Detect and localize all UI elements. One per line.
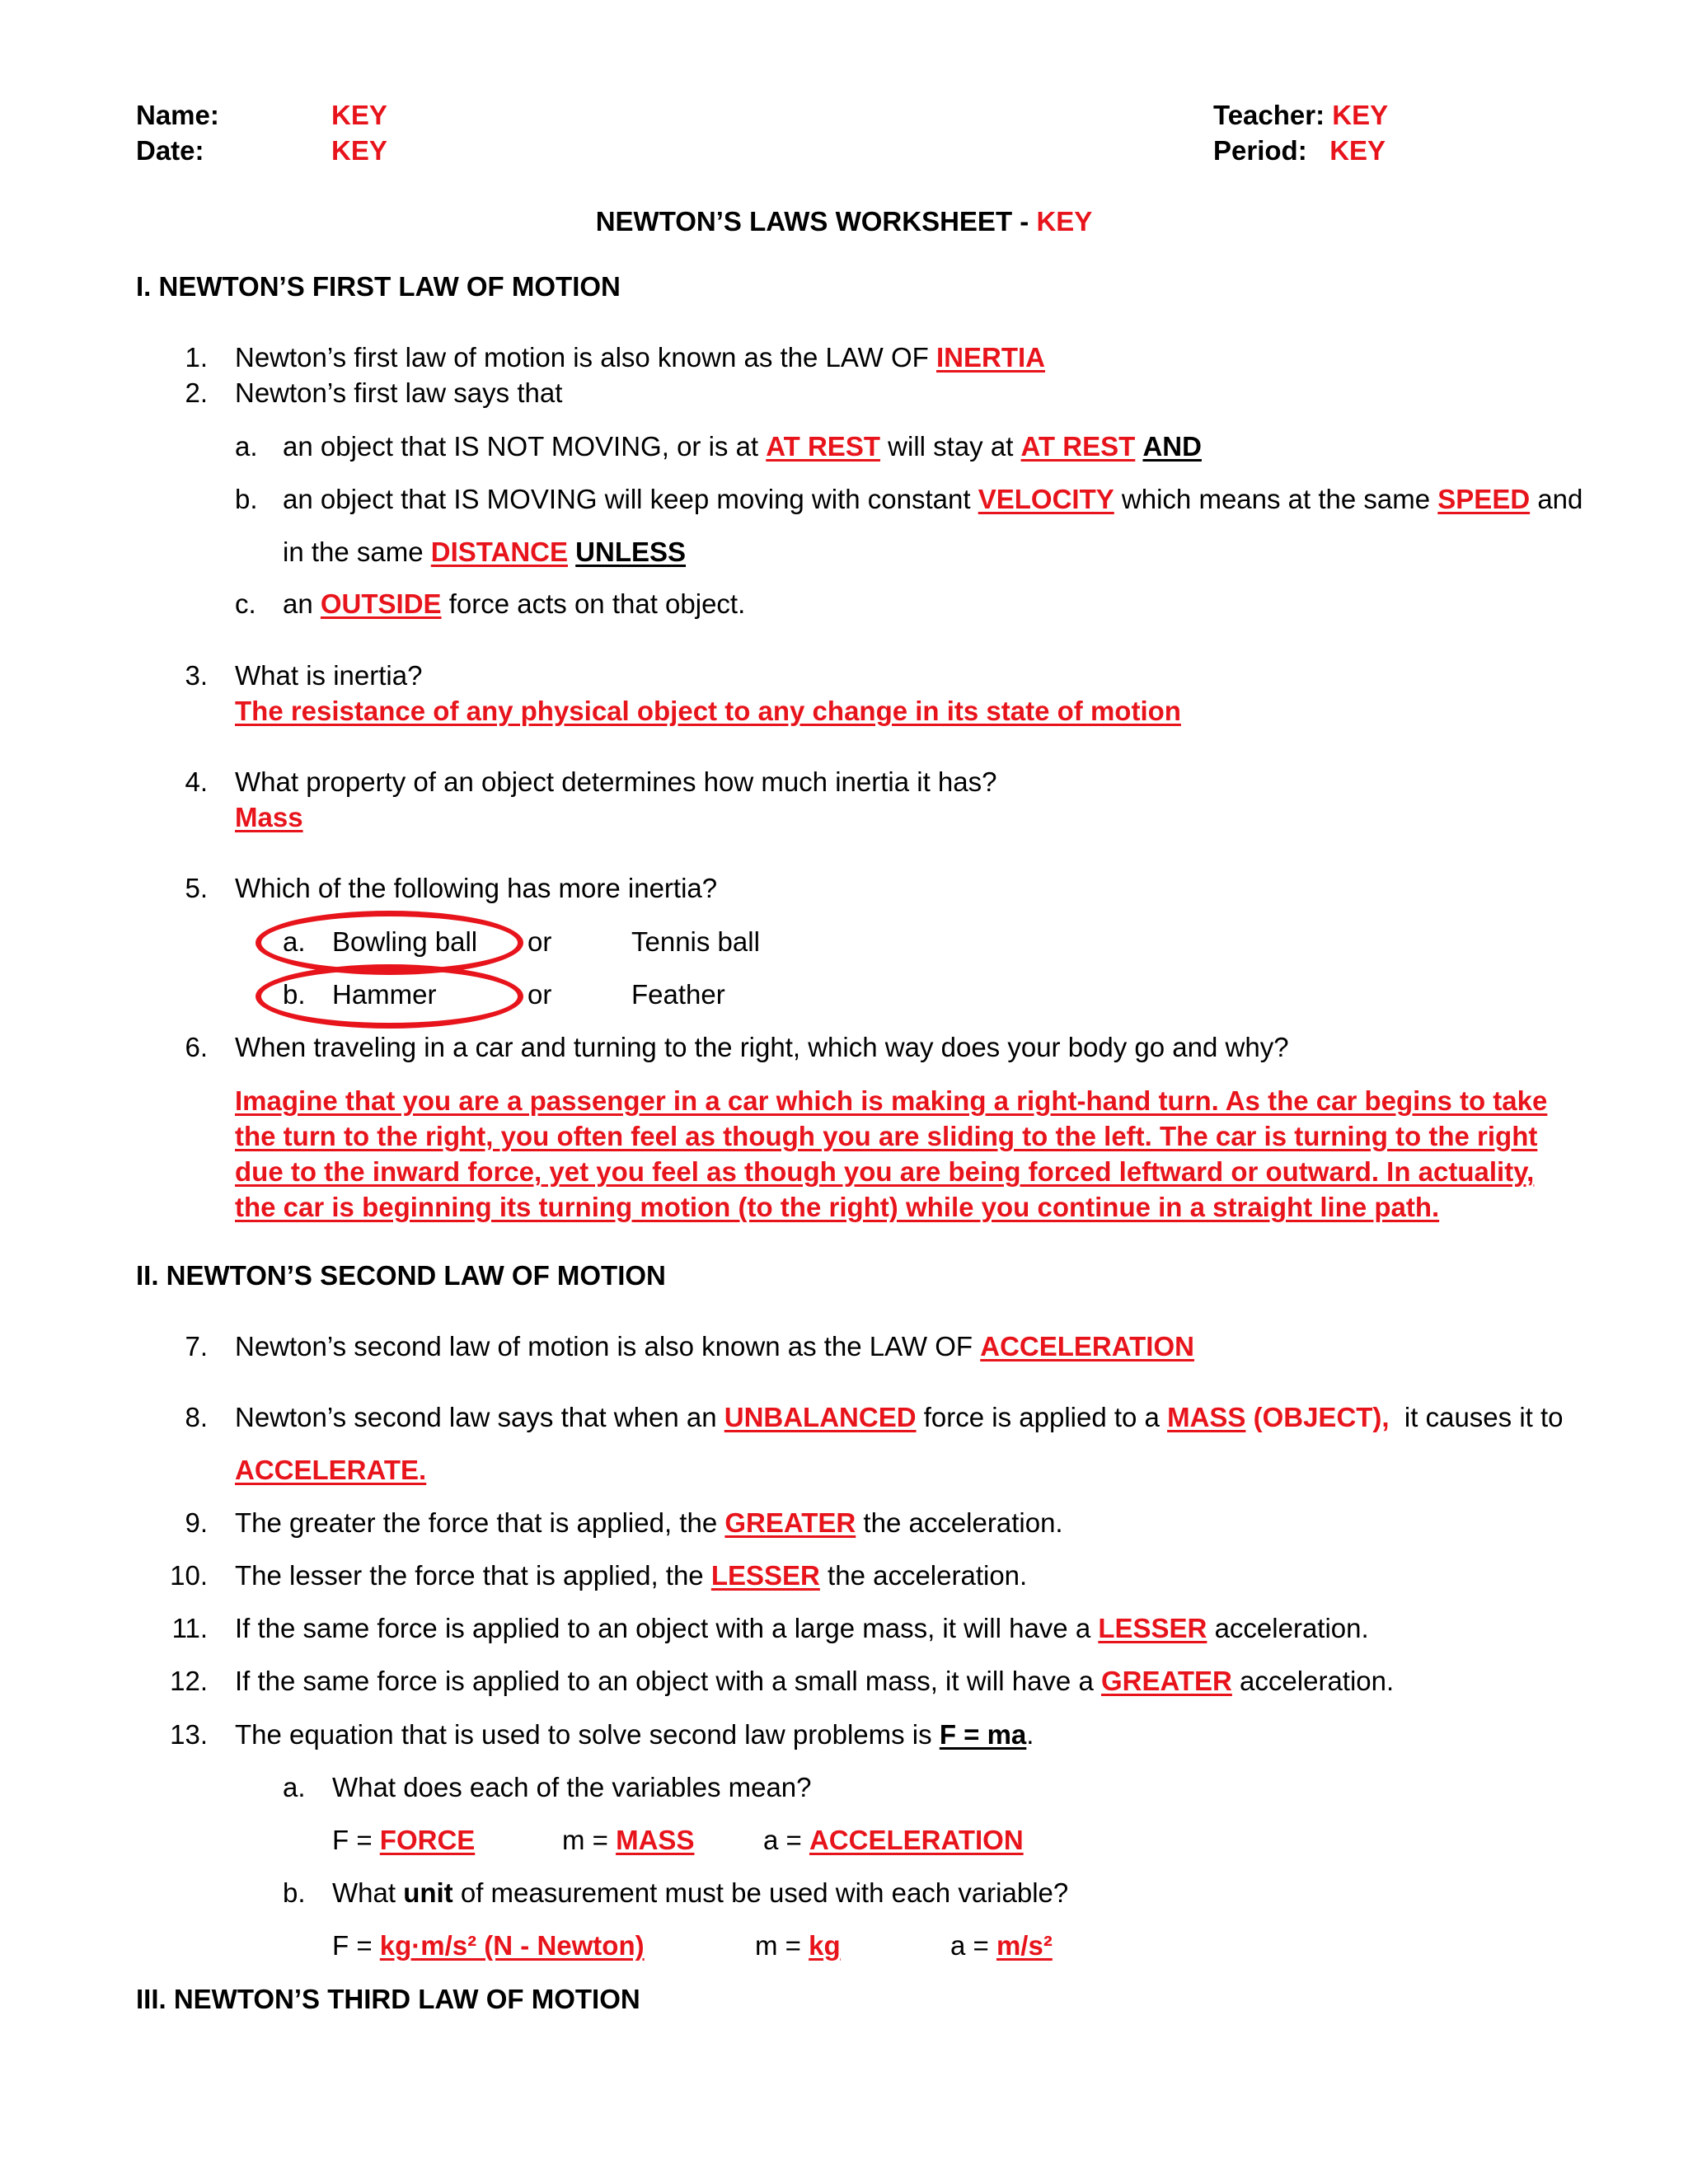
q12-t2: acceleration.: [1231, 1666, 1395, 1696]
q12-t1: If the same force is applied to an object with a small mass, it will have a: [235, 1666, 1101, 1696]
q2b-line-2: [283, 536, 686, 569]
q1-answer: INERTIA: [936, 342, 1045, 373]
q2a-t2: will stay at: [880, 431, 1021, 462]
q13-t1: The equation that is used to solve second law problems is: [235, 1719, 940, 1750]
q13-number: 13.: [170, 1719, 208, 1750]
teacher-line: [1213, 99, 1388, 132]
q2b-t2: which means at the same: [1114, 484, 1438, 514]
q4-text: What property of an object determines how much inertia it has?: [235, 766, 997, 797]
q13-equation: F = ma: [939, 1719, 1027, 1750]
q5b-letter: b.: [283, 979, 306, 1010]
q13b-acceleration-unit: m/s²: [996, 1930, 1053, 1961]
name-value: KEY: [331, 100, 387, 130]
q13a-mass-answer: MASS: [616, 1825, 695, 1855]
q12-answer: GREATER: [1100, 1666, 1232, 1696]
q13-t2: .: [1026, 1719, 1034, 1750]
q13a-a-label: a =: [763, 1825, 809, 1855]
q13a-mass: [562, 1824, 694, 1857]
q13a-f-label: F =: [332, 1825, 380, 1855]
q13b-bold: unit: [403, 1877, 453, 1908]
q13b-text: [332, 1877, 1068, 1910]
q2b-line-1: [283, 483, 1582, 516]
title-text: NEWTON’S LAWS WORKSHEET -: [595, 206, 1037, 237]
q13a-m-label: m =: [562, 1825, 617, 1855]
teacher-label: Teacher:: [1213, 100, 1325, 130]
q1-number: 1.: [185, 342, 208, 373]
q13a-acceleration-answer: ACCELERATION: [809, 1825, 1024, 1855]
q6-text: When traveling in a car and turning to the right, which way does your body go and why?: [235, 1032, 1289, 1062]
q13b-a-label: a =: [950, 1930, 996, 1961]
q13: [235, 1718, 1034, 1751]
q11-t2: acceleration.: [1207, 1613, 1369, 1643]
q2-number: 2.: [185, 377, 208, 408]
q2b-t3: and: [1530, 484, 1583, 514]
q11-answer: LESSER: [1098, 1613, 1207, 1643]
q2a-t1: an object that IS NOT MOVING, or is at: [283, 431, 767, 462]
q8-answer-1: UNBALANCED: [724, 1402, 917, 1432]
q13b-force-unit: kg·m/s² (N - Newton): [379, 1930, 645, 1961]
q13b-acceleration: [950, 1929, 1053, 1962]
q2b-answer-3: DISTANCE: [430, 537, 568, 567]
q6-number: 6.: [185, 1032, 208, 1062]
q13a-text: What does each of the variables mean?: [332, 1772, 812, 1802]
section-1-heading: I. NEWTON’S FIRST LAW OF MOTION: [136, 271, 621, 302]
q3-number: 3.: [185, 660, 208, 691]
period-value: KEY: [1329, 135, 1386, 166]
q12-number: 12.: [170, 1666, 208, 1696]
q12: [235, 1665, 1394, 1698]
q5b-or: or: [528, 979, 552, 1010]
teacher-value: KEY: [1332, 100, 1389, 130]
q7-text: Newton’s second law of motion is also known as the LAW OF: [235, 1331, 981, 1361]
q3-text: What is inertia?: [235, 660, 423, 691]
q2b-answer-1: VELOCITY: [978, 484, 1114, 514]
q4-answer: Mass: [235, 802, 303, 832]
q8-t1: Newton’s second law says that when an: [235, 1402, 724, 1432]
q5a-letter: a.: [283, 926, 306, 957]
q8-answer-2b: (OBJECT),: [1245, 1402, 1390, 1432]
q2b-answer-2: SPEED: [1437, 484, 1531, 514]
q1-text: Newton’s first law of motion is also known as the LAW OF: [235, 342, 936, 373]
q2c-answer: OUTSIDE: [320, 588, 442, 619]
q2a-keyword: AND: [1142, 431, 1202, 462]
title-key: KEY: [1036, 206, 1093, 237]
q10-t2: the acceleration.: [819, 1560, 1028, 1591]
q5a-option-2: Tennis ball: [631, 926, 760, 957]
q6-answer: Imagine that you are a passenger in a car which is making a right-hand turn. As the car begins to take the turn to the right, you often feel as though you are sliding to the left. The car is turning to the right due to the inward force, yet you feel as though you are being forced leftward or outward. In actuality, the car is beginning its turning motion (to the right) while you continue in a straight line path.: [235, 1085, 1548, 1222]
q10-t1: The lesser the force that is applied, the: [235, 1560, 711, 1591]
q7-number: 7.: [185, 1331, 208, 1361]
q2c-t1: an: [283, 588, 321, 619]
q8-answer-3: ACCELERATE.: [235, 1455, 427, 1485]
period-line: [1213, 134, 1386, 167]
q13b-m-label: m =: [755, 1930, 809, 1961]
q13a-letter: a.: [283, 1772, 306, 1802]
q8-answer-2: MASS: [1167, 1402, 1246, 1432]
q13b-t1: What: [332, 1877, 404, 1908]
period-label: Period:: [1213, 135, 1307, 166]
q7-answer: ACCELERATION: [980, 1331, 1194, 1361]
q5a-or: or: [528, 926, 552, 957]
q5-number: 5.: [185, 873, 208, 903]
q10-number: 10.: [170, 1560, 208, 1591]
q5b-option-2: Feather: [631, 979, 725, 1010]
q13b-mass: [755, 1929, 841, 1962]
q10-answer: LESSER: [710, 1560, 820, 1591]
q9-answer: GREATER: [724, 1507, 856, 1538]
q2c-letter: c.: [235, 588, 256, 619]
q2a-answer-1: AT REST: [766, 431, 880, 462]
q3-answer: The resistance of any physical object to any change in its state of motion: [235, 696, 1181, 726]
section-3-heading: III. NEWTON’S THIRD LAW OF MOTION: [136, 1984, 640, 2014]
q8-number: 8.: [185, 1402, 208, 1432]
q8-t3: it causes it to: [1389, 1402, 1564, 1432]
q2b-t4: in the same: [283, 537, 431, 567]
q2b-t1: an object that IS MOVING will keep moving with constant: [283, 484, 978, 514]
q2a: [283, 430, 1202, 463]
q13a-acceleration: [763, 1824, 1024, 1857]
q2a-answer-2: AT REST: [1020, 431, 1136, 462]
q13a-force-answer: FORCE: [379, 1825, 476, 1855]
q13b-force: [332, 1929, 645, 1962]
q2c: [283, 588, 745, 621]
q4-number: 4.: [185, 766, 208, 797]
q9-number: 9.: [185, 1507, 208, 1538]
q11: [235, 1612, 1369, 1645]
section-2-heading: II. NEWTON’S SECOND LAW OF MOTION: [136, 1260, 666, 1291]
q2b-keyword: UNLESS: [575, 537, 687, 567]
q7: [235, 1330, 1194, 1363]
q2c-t2: force acts on that object.: [441, 588, 746, 619]
q5-text: Which of the following has more inertia?: [235, 873, 718, 903]
q2b-letter: b.: [235, 484, 258, 514]
q10: [235, 1559, 1027, 1592]
q13b-t2: of measurement must be used with each variable?: [452, 1877, 1069, 1908]
q9-t2: the acceleration.: [856, 1507, 1063, 1538]
q5b-option-1: Hammer: [332, 979, 437, 1010]
name-label: Name:: [136, 100, 219, 130]
q9-t1: The greater the force that is applied, the: [235, 1507, 725, 1538]
date-label: Date:: [136, 135, 204, 166]
q11-number: 11.: [171, 1613, 208, 1643]
q8-t2: force is applied to a: [916, 1402, 1168, 1432]
q2a-letter: a.: [235, 431, 258, 462]
q11-t1: If the same force is applied to an object with a large mass, it will have a: [235, 1613, 1099, 1643]
q2b-t5: [568, 537, 575, 567]
q2-text: Newton’s first law says that: [235, 377, 563, 408]
q9: [235, 1507, 1063, 1540]
page-title: [0, 205, 1688, 238]
q1: [235, 341, 1045, 374]
q5a-option-1: Bowling ball: [332, 926, 478, 957]
date-value: KEY: [331, 135, 387, 166]
q13a-force: [332, 1824, 475, 1857]
q13b-mass-unit: kg: [809, 1930, 841, 1961]
q13b-f-label: F =: [332, 1930, 380, 1961]
q8-line-1: [235, 1401, 1564, 1434]
q13b-letter: b.: [283, 1877, 306, 1908]
